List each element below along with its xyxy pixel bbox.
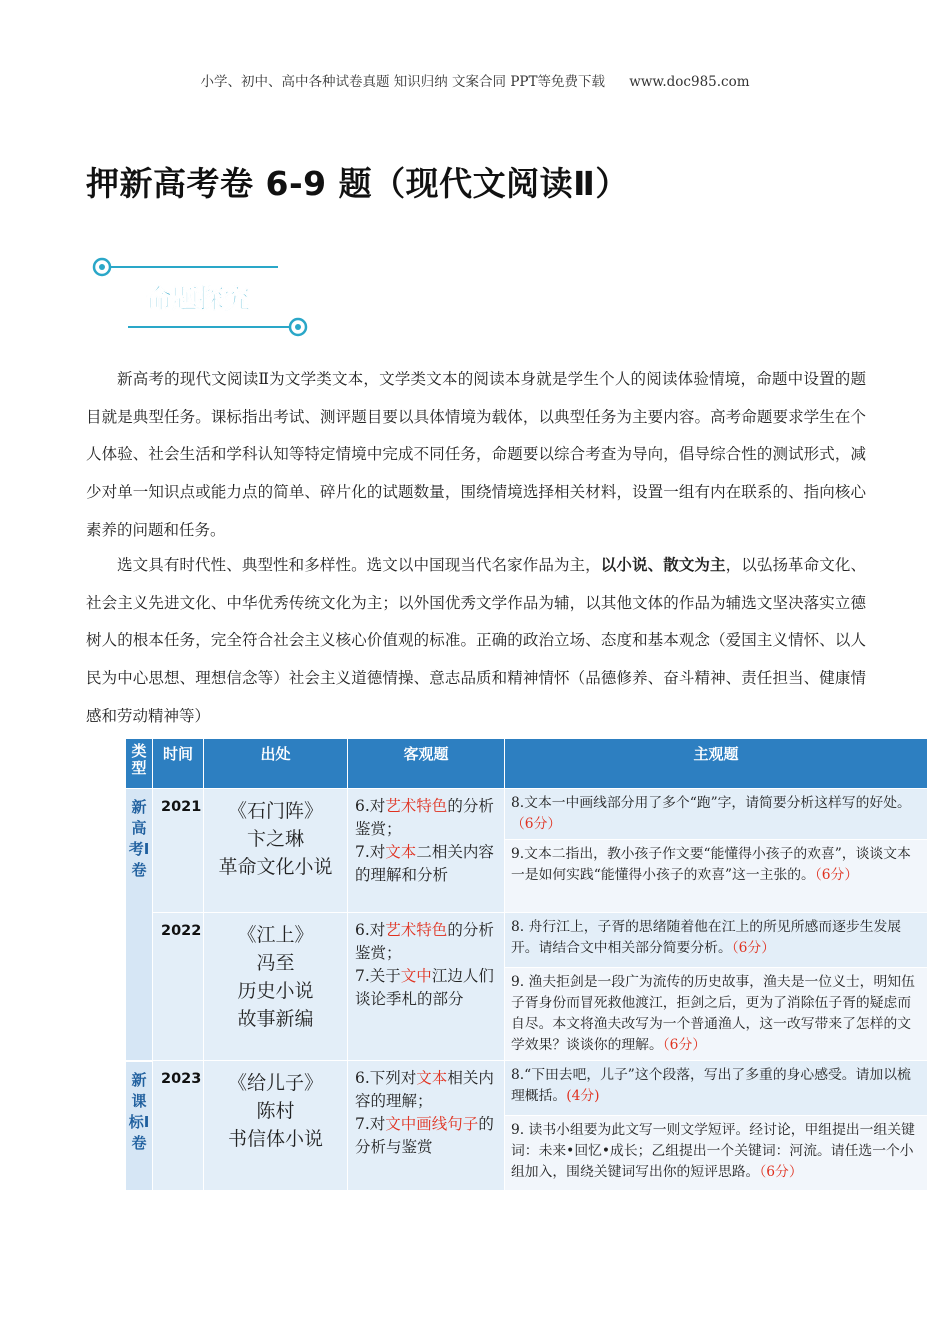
source-genre: 故事新编 xyxy=(237,1008,314,1030)
subj-score: （6分） xyxy=(662,1037,707,1053)
source-title: 《江上》 xyxy=(237,924,314,946)
objective-cell xyxy=(348,913,505,1061)
subj-score: （6分） xyxy=(814,867,859,883)
source-cell xyxy=(204,1061,348,1191)
header-url[interactable]: www.doc985.com xyxy=(629,74,750,90)
obj-highlight: 艺术特色 xyxy=(385,797,448,815)
header-type: 类型 xyxy=(126,739,153,789)
p2-text-a: 选文具有时代性、典型性和多样性。选文以中国现当代名家作品为主， xyxy=(117,556,601,574)
obj-text: 7.对 xyxy=(355,843,386,861)
section-badge xyxy=(88,252,318,344)
objective-cell xyxy=(348,1061,505,1191)
subj-text: 9. 渔夫拒剑是一段广为流传的历史故事，渔夫是一位义士，明知伍子胥身份而冒死救他渡江，拒剑之后，更为了消除伍子胥的疑虑而自尽。本文将渔夫改写为一个普通渔人，这一改写带来了怎样的文学效果？谈谈你的理解。 xyxy=(511,974,915,1053)
obj-text: 相关内容的理解； xyxy=(355,1069,494,1110)
obj-highlight: 文本 xyxy=(416,1069,448,1087)
subjective-cell xyxy=(505,840,928,913)
group-label-1: 新高考Ⅰ卷 xyxy=(126,789,153,1061)
intro-paragraph-2 xyxy=(86,546,866,736)
page-title: 押新高考卷 6-9 题（现代文阅读Ⅱ） xyxy=(86,164,629,203)
obj-text: 的分析鉴赏； xyxy=(355,921,494,962)
table-row xyxy=(126,789,928,840)
subj-score: （6分） xyxy=(759,1164,803,1180)
subj-text: 8. 舟行江上，子胥的思绪随着他在江上的所见所感而逐步生发展开。请结合文中相关部分简要分析。 xyxy=(511,919,902,956)
source-title: 《石门阵》 xyxy=(227,800,323,822)
source-title: 《给儿子》 xyxy=(227,1072,323,1094)
subj-score: （6分） xyxy=(511,816,562,832)
group-label-2: 新课标Ⅰ卷 xyxy=(126,1061,153,1191)
obj-highlight: 文中 xyxy=(400,967,432,985)
exam-table xyxy=(125,738,928,1191)
obj-text: 6.对 xyxy=(355,921,386,939)
obj-text: 的分析鉴赏； xyxy=(355,797,494,838)
objective-cell xyxy=(348,789,505,913)
header-objective: 客观题 xyxy=(348,739,505,789)
intro-paragraph-1: 新高考的现代文阅读Ⅱ为文学类文本，文学类文本的阅读本身就是学生个人的阅读体验情境，命题中设置的题目就是典型任务。课标指出考试、测评题目要以具体情境为载体，以典型任务为主要内容。高考命题要求学生在个人体验、社会生活和学科认知等特定情境中完成不同任务，命题要以综合考查为导向，倡导综合性的测试形式，减少对单一知识点或能力点的简单、碎片化的试题数量，围绕情境选择相关材料，设置一组有内在联系的、指向核心素养的问题和任务。 xyxy=(86,370,866,539)
subj-score: (4分) xyxy=(566,1088,600,1104)
subjective-cell xyxy=(505,789,928,840)
header-text: 小学、初中、高中各种试卷真题 知识归纳 文案合同 PPT等免费下载 xyxy=(200,74,605,90)
obj-text: 的分析与鉴赏 xyxy=(355,1115,494,1156)
table-row xyxy=(126,1061,928,1116)
page-header xyxy=(0,70,950,90)
header-time: 时间 xyxy=(153,739,204,789)
source-genre: 革命文化小说 xyxy=(218,856,333,878)
obj-text: 6.下列对 xyxy=(355,1069,417,1087)
source-author: 冯至 xyxy=(256,952,295,974)
obj-text: 6.对 xyxy=(355,797,386,815)
p2-bold: 以小说、散文为主 xyxy=(600,555,726,574)
source-cell xyxy=(204,789,348,913)
obj-highlight: 文中画线句子 xyxy=(385,1115,479,1133)
obj-text: 二相关内容的理解和分析 xyxy=(355,843,494,884)
subj-score: （6分） xyxy=(731,940,776,956)
obj-text: 7.对 xyxy=(355,1115,386,1133)
subj-text: 8.“下田去吧，儿子”这个段落，写出了多重的身心感受。请加以梳理概括。 xyxy=(511,1067,911,1104)
source-genre: 书信体小说 xyxy=(227,1128,323,1150)
source-cell xyxy=(204,913,348,1061)
subjective-cell xyxy=(505,1116,928,1191)
subj-text: 8.文本一中画线部分用了多个“跑”字，请简要分析这样写的好处。 xyxy=(511,795,911,811)
source-genre: 历史小说 xyxy=(237,980,314,1002)
source-author: 卞之琳 xyxy=(246,828,304,850)
year-cell: 2021 xyxy=(153,789,204,913)
subjective-cell xyxy=(505,913,928,968)
source-author: 陈村 xyxy=(256,1100,295,1122)
header-subjective: 主观题 xyxy=(505,739,928,789)
obj-text: 江边人们谈论季札的部分 xyxy=(355,967,494,1008)
obj-highlight: 艺术特色 xyxy=(385,921,448,939)
table-header-row xyxy=(126,739,928,789)
year-cell: 2023 xyxy=(153,1061,204,1191)
header-source: 出处 xyxy=(204,739,348,789)
year-cell: 2022 xyxy=(153,913,204,1061)
badge-label: 命题探究 xyxy=(146,285,251,315)
obj-highlight: 文本 xyxy=(385,843,417,861)
subjective-cell xyxy=(505,1061,928,1116)
p2-text-b: ，以弘扬革命文化、社会主义先进文化、中华优秀传统文化为主；以外国优秀文学作品为辅，以其他文体的作品为辅选文坚决落实立德树人的根本任务，完全符合社会主义核心价值观的标准。正确的政治立场、态度和基本观念（爱国主义情怀、以人民为中心思想、理想信念等）社会主义道德情操、意志品质和精神情怀（品德修养、奋斗精神、责任担当、健康情感和劳动精神等） xyxy=(86,556,866,725)
subj-text: 9.文本二指出，教小孩子作文要“能懂得小孩子的欢喜”，谈谈文本一是如何实践“能懂得小孩子的欢喜”这一主张的。 xyxy=(511,846,911,883)
subj-text: 9. 读书小组要为此文写一则文学短评。经讨论，甲组提出一组关键词：未来•回忆•成长；乙组提出一个关键词：河流。请任选一个小组加入，围绕关键词写出你的短评思路。 xyxy=(511,1122,915,1180)
obj-text: 7.关于 xyxy=(355,967,401,985)
table-row xyxy=(126,913,928,968)
subjective-cell xyxy=(505,968,928,1061)
